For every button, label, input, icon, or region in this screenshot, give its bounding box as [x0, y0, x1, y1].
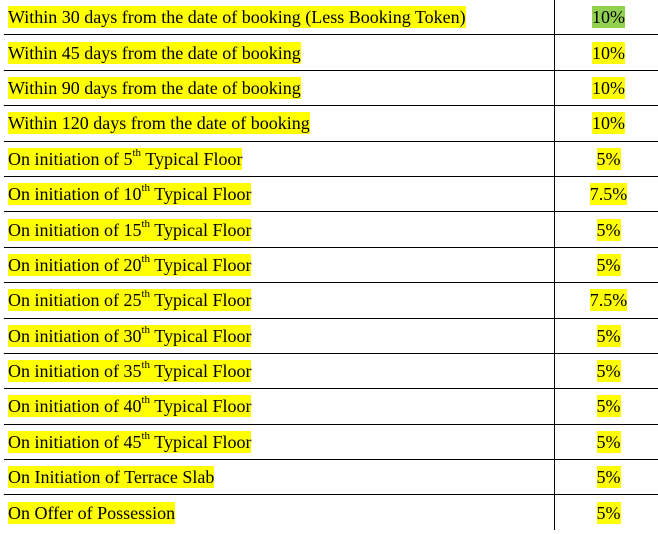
stage-cell	[4, 35, 555, 70]
table-row	[4, 212, 658, 247]
stage-label	[8, 254, 251, 276]
table-row	[4, 35, 658, 70]
table-row	[4, 495, 658, 530]
percent-value: 5%	[596, 148, 621, 169]
stage-text-suffix: Typical Floor	[150, 396, 252, 417]
table-row	[4, 247, 658, 282]
stage-cell	[4, 283, 555, 318]
table-row	[4, 283, 658, 318]
stage-text: On initiation of 40	[8, 396, 142, 417]
table-row	[4, 176, 658, 211]
stage-cell	[4, 176, 555, 211]
percent-value: 7.5%	[589, 290, 628, 311]
percent-value: 5%	[596, 325, 621, 346]
stage-text-suffix: Typical Floor	[150, 361, 252, 382]
stage-text: Within 120 days from the date of booking	[8, 113, 310, 134]
stage-text: Within 45 days from the date of booking	[8, 42, 301, 63]
stage-label	[8, 42, 301, 64]
stage-text: On Offer of Possession	[8, 502, 176, 523]
stage-cell	[4, 424, 555, 459]
percent-value: 7.5%	[589, 184, 628, 205]
percent-cell	[555, 141, 658, 176]
stage-text: On initiation of 15	[8, 219, 142, 240]
stage-text-suffix: Typical Floor	[150, 219, 252, 240]
ordinal-suffix: th	[141, 288, 151, 301]
stage-label	[8, 360, 251, 382]
stage-cell	[4, 318, 555, 353]
stage-text-suffix: Typical Floor	[150, 254, 252, 275]
stage-cell	[4, 70, 555, 105]
stage-label	[8, 6, 466, 28]
stage-label	[8, 77, 301, 99]
stage-text: On initiation of 20	[8, 254, 142, 275]
stage-label	[8, 219, 251, 241]
stage-cell	[4, 212, 555, 247]
stage-label	[8, 325, 251, 347]
stage-text: Within 30 days from the date of booking (Less Booking Token)	[8, 7, 466, 28]
ordinal-suffix: th	[141, 429, 151, 442]
stage-label	[8, 112, 310, 134]
percent-cell	[555, 0, 658, 35]
percent-cell	[555, 353, 658, 388]
percent-value: 10%	[592, 7, 625, 28]
percent-cell	[555, 318, 658, 353]
stage-cell	[4, 106, 555, 141]
percent-cell	[555, 35, 658, 70]
stage-cell	[4, 0, 555, 35]
table-row	[4, 0, 658, 35]
stage-label	[8, 502, 175, 524]
percent-cell	[555, 247, 658, 282]
table-row	[4, 106, 658, 141]
percent-cell	[555, 389, 658, 424]
stage-label	[8, 395, 251, 417]
ordinal-suffix: th	[141, 182, 151, 195]
stage-text: On initiation of 5	[8, 148, 133, 169]
percent-value: 5%	[596, 219, 621, 240]
stage-text-suffix: Typical Floor	[150, 431, 252, 452]
stage-cell	[4, 495, 555, 530]
ordinal-suffix: th	[141, 217, 151, 230]
table-row	[4, 70, 658, 105]
percent-cell	[555, 460, 658, 495]
percent-value: 10%	[592, 42, 625, 63]
percent-value: 5%	[596, 361, 621, 382]
stage-text: On initiation of 45	[8, 431, 142, 452]
table-row	[4, 318, 658, 353]
stage-label	[8, 466, 214, 488]
percent-value: 5%	[596, 467, 621, 488]
stage-text: On initiation of 35	[8, 361, 142, 382]
stage-cell	[4, 389, 555, 424]
payment-plan-body	[4, 0, 658, 530]
stage-label	[8, 183, 251, 205]
percent-value: 5%	[596, 502, 621, 523]
stage-text-suffix: Typical Floor	[150, 184, 252, 205]
stage-text-suffix: Typical Floor	[141, 148, 243, 169]
stage-text: On initiation of 30	[8, 325, 142, 346]
stage-text: On initiation of 10	[8, 184, 142, 205]
stage-label	[8, 431, 251, 453]
percent-cell	[555, 283, 658, 318]
table-row	[4, 141, 658, 176]
stage-text-suffix: Typical Floor	[150, 290, 252, 311]
ordinal-suffix: th	[141, 394, 151, 407]
stage-text: On initiation of 25	[8, 290, 142, 311]
stage-text: On Initiation of Terrace Slab	[8, 467, 215, 488]
ordinal-suffix: th	[141, 252, 151, 265]
ordinal-suffix: th	[141, 359, 151, 372]
table-row	[4, 460, 658, 495]
stage-cell	[4, 247, 555, 282]
ordinal-suffix: th	[141, 323, 151, 336]
stage-label	[8, 289, 251, 311]
percent-cell	[555, 176, 658, 211]
percent-value: 10%	[592, 113, 625, 134]
table-row	[4, 353, 658, 388]
stage-text-suffix: Typical Floor	[150, 325, 252, 346]
stage-text: Within 90 days from the date of booking	[8, 77, 301, 98]
percent-cell	[555, 212, 658, 247]
percent-value: 10%	[592, 77, 625, 98]
percent-cell	[555, 424, 658, 459]
percent-cell	[555, 495, 658, 530]
stage-cell	[4, 141, 555, 176]
percent-value: 5%	[596, 254, 621, 275]
percent-value: 5%	[596, 431, 621, 452]
percent-value: 5%	[596, 396, 621, 417]
payment-plan-table	[4, 0, 658, 530]
stage-label	[8, 148, 242, 170]
table-row	[4, 389, 658, 424]
table-row	[4, 424, 658, 459]
stage-cell	[4, 353, 555, 388]
ordinal-suffix: th	[132, 146, 142, 159]
percent-cell	[555, 70, 658, 105]
percent-cell	[555, 106, 658, 141]
stage-cell	[4, 460, 555, 495]
